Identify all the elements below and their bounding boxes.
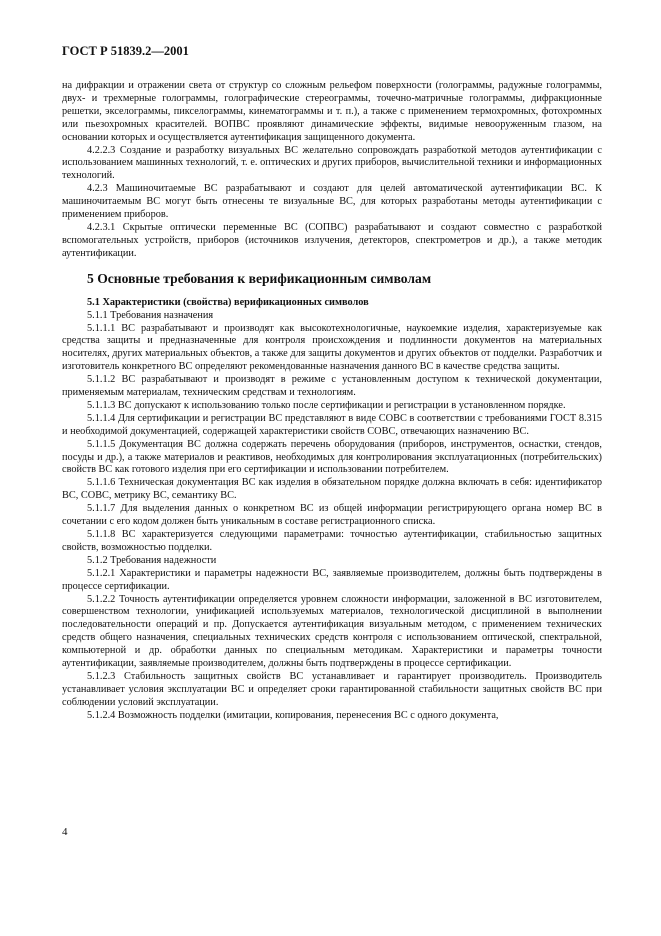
paragraph: 4.2.3 Машиночитаемые ВС разрабатывают и создают для целей автоматической аутентификации ВС. К машиночитаемым ВС могут быть отнесены те визуальные ВС, для которых разработаны методы аутентификации с применением приборов.	[62, 183, 602, 221]
document-body	[62, 80, 602, 723]
paragraph: 5.1.2.2 Точность аутентификации определяется уровнем сложности информации, заложенной в ВС изготовителем, совершенством технологии, унификацией используемых материалов, технологической дисциплиной в выполнении последовательности операций и пр. Допускается аутентификация визуальным методом, с применением технических средств общего назначения, специальных технических средств контроля с использованием оптической, спектральной, компьютерной и др. обработки данных по специальным методикам. Характеристики и параметры точности аутентификации, заявляемые производителем, должны быть подтверждены в процессе сертификации.	[62, 593, 602, 670]
paragraph: 5.1.1.4 Для сертификации и регистрации ВС представляют в виде СОВС в соответствии с требованиями ГОСТ 8.315 и необходимой документацией, содержащей характеристики свойств СОВС, отвечающих назначению ВС.	[62, 412, 602, 437]
section-heading: 5 Основные требования к верификационным символам	[87, 270, 432, 286]
paragraph: на дифракции и отражении света от структур со сложным рельефом поверхности (голограммы, радужные голограммы, двух- и трехмерные голограммы, голографические стереограммы, точечно-матричные голограммы, дифракционные решетки, экселограммы, пикселограммы, кинематограммы и т. п.), а также с применением термохромных, фотохромных или пьезохромных красителей. ВОПВС проявляют динамические эффекты, видимые невооруженным глазом, на основании которых и осуществляется аутентификация защищенного документа.	[62, 80, 602, 143]
subsection-heading: 5.1 Характеристики (свойства) верификационных символов	[87, 296, 369, 308]
paragraph: 5.1.1.7 Для выделения данных о конкретном ВС из общей информации регистрирующего органа номер ВС в сочетании с его кодом должен быть уникальным в составе регистрационного списка.	[62, 503, 602, 528]
paragraph: 4.2.3.1 Скрытые оптически переменные ВС (СОПВС) разрабатывают и создают совместно с разработкой вспомогательных устройств, приборов (источников излучения, детекторов, спектрометров и др.), а также методик аутентификации.	[62, 221, 602, 259]
paragraph: 5.1.2 Требования надежности	[87, 554, 217, 566]
paragraph: 5.1.1.8 ВС характеризуется следующими параметрами: точностью аутентификации, стабильностью защитных свойств, возможностью подделки.	[62, 529, 602, 553]
paragraph: 5.1.1.6 Техническая документация ВС как изделия в обязательном порядке должна включать в себя: идентификатор ВС, СОВС, метрику ВС, семантику ВС.	[62, 477, 602, 502]
paragraph: 5.1.2.4 Возможность подделки (имитации, копирования, перенесения ВС с одного документа,	[87, 709, 499, 721]
page-number: 4	[62, 826, 68, 838]
standard-header: ГОСТ Р 51839.2—2001	[62, 44, 189, 58]
paragraph: 5.1.2.3 Стабильность защитных свойств ВС устанавливает и гарантирует производитель. Производитель устанавливает условия эксплуатации ВС и определяет сроки гарантированной стабильности защитных свойств ВС при соблюдении условий эксплуатации.	[62, 670, 602, 708]
paragraph: 5.1.2.1 Характеристики и параметры надежности ВС, заявляемые производителем, должны быть подтверждены в процессе сертификации.	[62, 567, 602, 592]
paragraph: 5.1.1.3 ВС допускают к использованию только после сертификации и регистрации в установленном порядке.	[87, 399, 566, 411]
paragraph: 5.1.1.1 ВС разрабатывают и производят как высокотехнологичные, наукоемкие изделия, характеризуемые как средства защиты и предназначенные для контроля происхождения и подлинности документов на материальных носителях, других материальных объектов, а также для защиты документов и других объектов от подделки. Разработчик и изготовитель конкретного ВС определяют рекомендованные назначения данного ВС в качестве средства защиты.	[62, 322, 602, 373]
paragraph: 5.1.1.2 ВС разрабатывают и производят в режиме с установленным доступом к технической документации, применяемым материалам, техническим средствам и технологиям.	[62, 374, 602, 399]
paragraph: 4.2.2.3 Создание и разработку визуальных ВС желательно сопровождать разработкой методов аутентификации с использованием машинных технологий, т. е. оптических и других приборов, вычислительной техники и информационных технологий.	[62, 144, 602, 182]
paragraph: 5.1.1.5 Документация ВС должна содержать перечень оборудования (приборов, инструментов, оснастки, стендов, посуды и др.), а также материалов и реактивов, необходимых для контролирования эксплуатационных (потребительских) свойств ВС как готового изделия при его сертификации и использовании потребителем.	[62, 438, 602, 476]
paragraph: 5.1.1 Требования назначения	[87, 309, 214, 321]
